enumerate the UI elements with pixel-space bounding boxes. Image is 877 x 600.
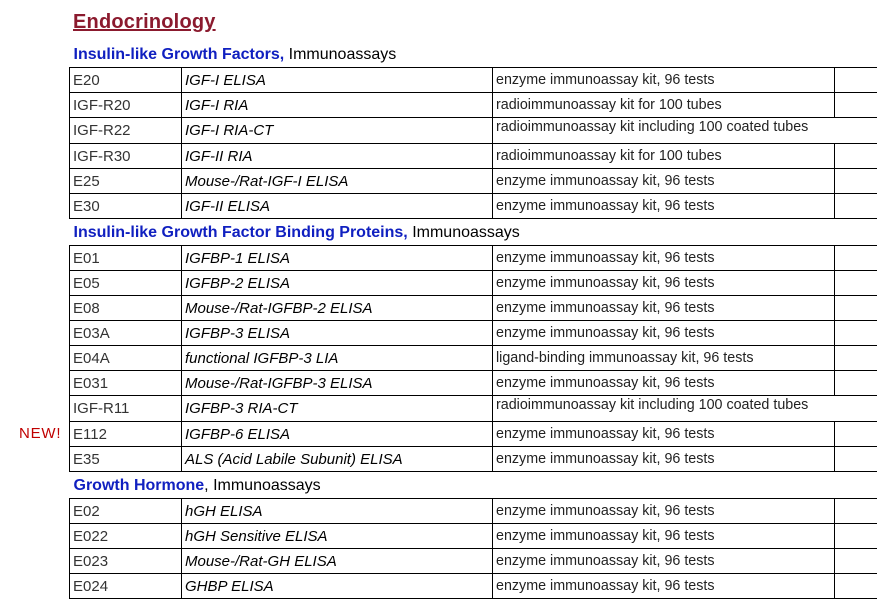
product-description: enzyme immunoassay kit, 96 tests <box>493 499 835 524</box>
table-row <box>70 499 877 524</box>
product-code: IGF-R20 <box>70 93 182 118</box>
table-row <box>70 422 877 447</box>
product-code: E022 <box>70 524 182 549</box>
product-description: enzyme immunoassay kit, 96 tests <box>493 194 835 219</box>
table-row <box>70 68 877 93</box>
product-name: IGFBP-1 ELISA <box>182 246 493 271</box>
product-description: enzyme immunoassay kit, 96 tests <box>493 371 835 396</box>
table-row <box>70 246 877 271</box>
table-row <box>70 144 877 169</box>
section-suffix: , Immunoassays <box>204 477 321 494</box>
table-row <box>70 194 877 219</box>
product-name: IGFBP-6 ELISA <box>182 422 493 447</box>
product-name: Mouse-/Rat-GH ELISA <box>182 549 493 574</box>
section-suffix: Immunoassays <box>284 46 397 63</box>
product-code: E05 <box>70 271 182 296</box>
product-name: Mouse-/Rat-IGFBP-2 ELISA <box>182 296 493 321</box>
table-row <box>70 169 877 194</box>
product-description: enzyme immunoassay kit, 96 tests <box>493 271 835 296</box>
product-name: hGH ELISA <box>182 499 493 524</box>
product-name: IGF-II ELISA <box>182 194 493 219</box>
empty-cell <box>835 194 877 219</box>
product-name: IGFBP-3 ELISA <box>182 321 493 346</box>
product-description: radioimmunoassay kit for 100 tubes <box>493 144 835 169</box>
empty-cell <box>835 296 877 321</box>
product-description: enzyme immunoassay kit, 96 tests <box>493 246 835 271</box>
table-row <box>70 524 877 549</box>
product-code: E024 <box>70 574 182 599</box>
product-code: E01 <box>70 246 182 271</box>
product-description: enzyme immunoassay kit, 96 tests <box>493 422 835 447</box>
table-row <box>70 346 877 371</box>
product-description: enzyme immunoassay kit, 96 tests <box>493 321 835 346</box>
product-code: E023 <box>70 549 182 574</box>
empty-cell <box>835 346 877 371</box>
product-code: E35 <box>70 447 182 472</box>
new-badge: NEW! <box>19 425 62 442</box>
product-code: E04A <box>70 346 182 371</box>
product-name: GHBP ELISA <box>182 574 493 599</box>
section-name: Insulin-like Growth Factors, <box>73 46 285 63</box>
product-name: IGF-II RIA <box>182 144 493 169</box>
product-code: E031 <box>70 371 182 396</box>
table-row <box>70 321 877 346</box>
empty-cell <box>835 68 877 93</box>
product-name: functional IGFBP-3 LIA <box>182 346 493 371</box>
product-table <box>69 41 877 599</box>
empty-cell <box>835 169 877 194</box>
product-code: IGF-R22 <box>70 118 182 144</box>
product-name: IGF-I RIA-CT <box>182 118 493 144</box>
section-header <box>70 219 877 246</box>
empty-cell <box>835 93 877 118</box>
product-name: ALS (Acid Labile Subunit) ELISA <box>182 447 493 472</box>
table-row <box>70 371 877 396</box>
product-code: E25 <box>70 169 182 194</box>
product-description: enzyme immunoassay kit, 96 tests <box>493 296 835 321</box>
product-description: radioimmunoassay kit including 100 coated tubes <box>493 118 877 144</box>
product-description: ligand-binding immunoassay kit, 96 tests <box>493 346 835 371</box>
table-row <box>70 396 877 422</box>
empty-cell <box>835 271 877 296</box>
product-name: Mouse-/Rat-IGFBP-3 ELISA <box>182 371 493 396</box>
product-code: E03A <box>70 321 182 346</box>
section-header <box>70 472 877 499</box>
empty-cell <box>835 144 877 169</box>
product-description: enzyme immunoassay kit, 96 tests <box>493 574 835 599</box>
empty-cell <box>835 422 877 447</box>
empty-cell <box>835 524 877 549</box>
product-name: IGFBP-3 RIA-CT <box>182 396 493 422</box>
product-code: E30 <box>70 194 182 219</box>
section-title <box>70 41 877 68</box>
product-description: radioimmunoassay kit including 100 coated tubes <box>493 396 877 422</box>
section-header <box>70 41 877 68</box>
product-description: radioimmunoassay kit for 100 tubes <box>493 93 835 118</box>
product-description: enzyme immunoassay kit, 96 tests <box>493 447 835 472</box>
section-name: Growth Hormone <box>73 477 205 494</box>
product-name: hGH Sensitive ELISA <box>182 524 493 549</box>
section-title <box>70 219 877 246</box>
empty-cell <box>835 574 877 599</box>
product-code: E112 <box>70 422 182 447</box>
product-description: enzyme immunoassay kit, 96 tests <box>493 169 835 194</box>
table-row <box>70 296 877 321</box>
table-row <box>70 447 877 472</box>
product-code: IGF-R11 <box>70 396 182 422</box>
empty-cell <box>835 447 877 472</box>
empty-cell <box>835 321 877 346</box>
table-row <box>70 271 877 296</box>
section-suffix: Immunoassays <box>407 224 520 241</box>
empty-cell <box>835 549 877 574</box>
table-row <box>70 118 877 144</box>
product-code: E08 <box>70 296 182 321</box>
page-title: Endocrinology <box>73 11 216 33</box>
product-code: E02 <box>70 499 182 524</box>
empty-cell <box>835 246 877 271</box>
product-code: E20 <box>70 68 182 93</box>
product-description: enzyme immunoassay kit, 96 tests <box>493 524 835 549</box>
table-row <box>70 574 877 599</box>
empty-cell <box>835 371 877 396</box>
product-name: IGF-I ELISA <box>182 68 493 93</box>
product-name: IGFBP-2 ELISA <box>182 271 493 296</box>
section-name: Insulin-like Growth Factor Binding Proteins, <box>73 224 408 241</box>
section-title <box>70 472 877 499</box>
product-description: enzyme immunoassay kit, 96 tests <box>493 549 835 574</box>
product-code: IGF-R30 <box>70 144 182 169</box>
product-description: enzyme immunoassay kit, 96 tests <box>493 68 835 93</box>
product-name: IGF-I RIA <box>182 93 493 118</box>
table-row <box>70 93 877 118</box>
empty-cell <box>835 499 877 524</box>
product-name: Mouse-/Rat-IGF-I ELISA <box>182 169 493 194</box>
table-row <box>70 549 877 574</box>
